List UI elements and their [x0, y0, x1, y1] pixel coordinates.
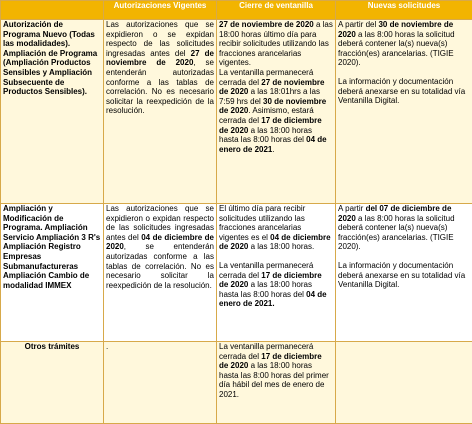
- cell-cierre: 27 de noviembre de 2020 a las 18:00 horas último día para recibir solicitudes utilizando las fracciones arancelarias vigentes. La ventanilla permanecerá cerrada del 27 de noviembre de 2020 a las 18:01hrs a las 7:59 hrs del 30 de noviembre de 2020. Asimismo, estará cerrada del 17 de diciembre de 2020 a las 18:00 horas hasta las 8:00 horas del 04 de enero de 2021.: [217, 20, 336, 204]
- cell-cierre: El último día para recibir solicitudes utilizando las fracciones arancelarias vigentes es el 04 de diciembre de 2020 a las 18:00 horas. La ventanilla permanecerá cerrada del 17 de diciembre de 2020 a las 18:00 horas hasta las 8:00 horas del 04 de enero de 2021.: [217, 204, 336, 342]
- table-row: [1, 204, 472, 342]
- header-autorizaciones-vigentes: Autorizaciones Vigentes: [104, 1, 217, 20]
- table-row: [1, 342, 472, 424]
- cell-nuevas: [336, 342, 472, 424]
- cell-vigentes: Las autorizaciones que se expidieron o se expidan respecto de las solicitudes ingresadas antes del 27 de noviembre de 2020, se entenderán autorizadas conforme a las tablas de correlación. No es necesario solicitar la reexpedición de la resolución.: [104, 20, 217, 204]
- row-label-ampliacion-modificacion: Ampliación y Modificación de Programa. Ampliación Servicio Ampliación 3 R's Ampliación Registro Empresas Submanufactureras Ampliación Cambio de modalidad IMMEX: [1, 204, 104, 342]
- header-nuevas-solicitudes: Nuevas solicitudes: [336, 1, 472, 20]
- row-label-otros-tramites: Otros trámites: [1, 342, 104, 424]
- cell-nuevas: A partir del 07 de diciembre de 2020 a las 8:00 horas la solicitud deberá contener la(s) nueva(s) fracción(es) arancelarias. (TIGIE 2020). La información y documentación deberá anexarse en su totalidad vía Ventanilla Digital.: [336, 204, 472, 342]
- row-label-programa-nuevo: Autorización de Programa Nuevo (Todas las modalidades). Ampliación de Programa (Ampliación Productos Sensibles y Ampliación Subsecuente de Productos Sensibles).: [1, 20, 104, 204]
- cell-vigentes: .: [104, 342, 217, 424]
- header-cierre-de-ventanilla: Cierre de ventanilla: [217, 1, 336, 20]
- cell-cierre: La ventanilla permanecerá cerrada del 17 de diciembre de 2020 a las 18:00 horas hasta las 8:00 horas del primer día hábil del mes de enero de 2021.: [217, 342, 336, 424]
- cell-nuevas: A partir del 30 de noviembre de 2020 a las 8:00 horas la solicitud deberá contener la(s) nueva(s) fracción(es) arancelarias. (TIGIE 2020). La información y documentación deberá anexarse en su totalidad vía Ventanilla Digital.: [336, 20, 472, 204]
- header-row: [1, 1, 472, 20]
- header-blank: [1, 1, 104, 20]
- table-row: [1, 20, 472, 204]
- cell-vigentes: Las autorizaciones que se expidieron o expidan respecto de las solicitudes ingresadas antes del 04 de diciembre de 2020, se entenderán autorizadas conforme a las tablas de correlación. No es necesario solicitar la reexpedición de la resolución.: [104, 204, 217, 342]
